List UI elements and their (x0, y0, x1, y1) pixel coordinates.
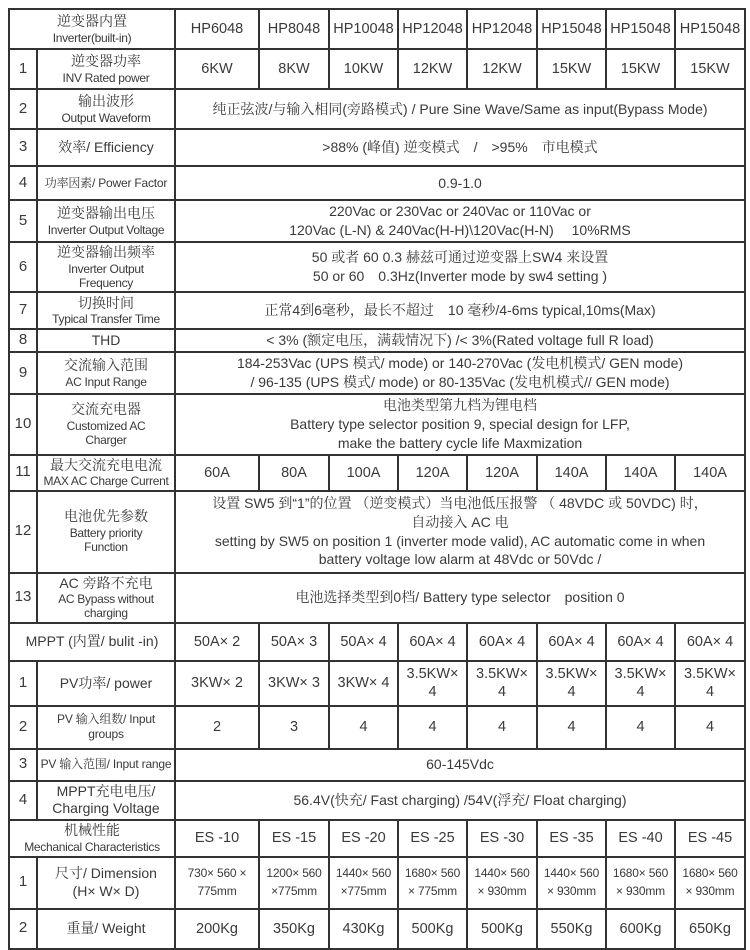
dimension-cell: 1440× 560 ×775mm (329, 857, 398, 909)
row-label-ac-input-range (37, 352, 175, 394)
row-number: 13 (9, 573, 37, 623)
dimension-cell: 730× 560 × 775mm (175, 857, 259, 909)
row-output-waveform (9, 89, 745, 129)
model-cell: HP12048 (467, 9, 537, 49)
weight-cell: 500Kg (467, 909, 537, 949)
row-number: 1 (9, 49, 37, 89)
row-inv-rated-power (9, 49, 745, 89)
row-number: 3 (9, 129, 37, 166)
weight-cell: 430Kg (329, 909, 398, 949)
row-label-pv-input-range: PV 输入范围/ Input range (37, 749, 175, 781)
row-label-weight: 重量/ Weight (37, 909, 175, 949)
label-en: charging (84, 606, 128, 621)
mppt-value-cell: 50A× 2 (175, 623, 259, 661)
row-number: 10 (9, 394, 37, 455)
mppt-value-cell: 50A× 3 (259, 623, 329, 661)
label-en: Mechanical Characteristics (24, 839, 160, 854)
spec-value-cell: 3.5KW× 4 (537, 661, 606, 706)
weight-cell: 200Kg (175, 909, 259, 949)
model-cell: HP15048 (606, 9, 675, 49)
value-line: 220Vac or 230Vac or 240Vac or 110Vac or (329, 203, 591, 220)
value-line: 120Vac (L-N) & 240Vac(H-H)\120Vac(H-N) 10%RMS (289, 222, 631, 238)
row-number: 2 (9, 706, 37, 749)
row-number: 1 (9, 857, 37, 909)
label-en: INV Rated power (62, 70, 150, 85)
spec-value-cell: 140A (675, 455, 745, 491)
es-model-cell: ES -35 (537, 820, 606, 857)
row-label-dimension (37, 857, 175, 909)
spec-value-cell: 60A (175, 455, 259, 491)
row-number: 2 (9, 89, 37, 129)
row-number: 1 (9, 661, 37, 706)
label-en: Inverter(built-in) (52, 30, 132, 45)
es-model-cell: ES -25 (398, 820, 467, 857)
spec-value-cell: 2 (175, 706, 259, 749)
row-label-power-factor: 功率因素/ Power Factor (37, 166, 175, 200)
spec-merged-value: 电池选择类型到0档/ Battery type selector position 0 (175, 573, 745, 623)
spec-merged-value (175, 200, 745, 242)
label-en: Charger (85, 433, 127, 448)
spec-value-cell: 3.5KW× 4 (467, 661, 537, 706)
spec-value-cell: 10KW (329, 49, 398, 89)
row-number: 8 (9, 329, 37, 352)
label-zh: AC 旁路不充电 (59, 574, 153, 591)
row-number: 4 (9, 781, 37, 820)
row-weight (9, 909, 745, 949)
dimension-cell: 1440× 560 × 930mm (537, 857, 606, 909)
dimension-cell: 1440× 560 × 930mm (467, 857, 537, 909)
value-line: 电池类型第九档为锂电档 (383, 396, 537, 413)
spec-value-cell: 4 (606, 706, 675, 749)
spec-value-cell: 4 (467, 706, 537, 749)
row-inverter-models (9, 9, 745, 49)
spec-value-cell: 3 (259, 706, 329, 749)
row-ac-input-range (9, 352, 745, 394)
value-line: setting by SW5 on position 1 (inverter mode valid), AC automatic come in when (214, 532, 706, 549)
row-label-battery-priority (37, 491, 175, 573)
row-label-max-ac-charge-current (37, 455, 175, 491)
row-number: 12 (9, 491, 37, 573)
row-ac-charger (9, 394, 745, 455)
row-number: 2 (9, 909, 37, 949)
label-zh: 逆变器输出电压 (57, 205, 155, 222)
spec-value-cell: 3.5KW× 4 (398, 661, 467, 706)
spec-value-cell: 12KW (398, 49, 467, 89)
spec-value-cell: 15KW (606, 49, 675, 89)
label-en: Inverter Output Frequency (68, 261, 144, 290)
row-number: 11 (9, 455, 37, 491)
spec-merged-value: 0.9-1.0 (175, 166, 745, 200)
row-ac-bypass (9, 573, 745, 623)
row-pv-power (9, 661, 745, 706)
weight-cell: 650Kg (675, 909, 745, 949)
es-model-cell: ES -20 (329, 820, 398, 857)
label-en: Customized AC (66, 418, 146, 433)
row-label-mppt-builtin: MPPT (内置/ bulit -in) (9, 623, 175, 661)
model-cell: HP8048 (259, 9, 329, 49)
row-output-voltage (9, 200, 745, 242)
row-dimension (9, 857, 745, 909)
es-model-cell: ES -30 (467, 820, 537, 857)
label-zh: 逆变器输出频率 (57, 244, 155, 260)
spec-value-cell: 80A (259, 455, 329, 491)
spec-value-cell: 4 (675, 706, 745, 749)
spec-value-cell: 12KW (467, 49, 537, 89)
row-label-ac-charger (37, 394, 175, 455)
spec-value-cell: 3.5KW× 4 (606, 661, 675, 706)
label-en: AC Bypass without (58, 592, 154, 607)
row-number: 3 (9, 749, 37, 781)
spec-merged-value: < 3% (额定电压，满载情况下) /< 3%(Rated voltage full R load) (175, 329, 745, 352)
dimension-cell: 1680× 560 × 775mm (398, 857, 467, 909)
label-en: Charging Voltage (52, 800, 160, 817)
value-line: 184-253Vac (UPS 模式/ mode) or 140-270Vac (发电机模式/ GEN mode) (236, 355, 684, 372)
row-mppt-charging-voltage (9, 781, 745, 820)
weight-cell: 600Kg (606, 909, 675, 949)
row-label-ac-bypass (37, 573, 175, 623)
row-power-factor (9, 166, 745, 200)
spec-value-cell: 140A (606, 455, 675, 491)
label-zh: 机械性能 (64, 822, 120, 839)
spec-value-cell: 3KW× 4 (329, 661, 398, 706)
model-cell: HP6048 (175, 9, 259, 49)
dimension-cell: 1680× 560 × 930mm (606, 857, 675, 909)
mppt-value-cell: 60A× 4 (675, 623, 745, 661)
dimension-cell: 1200× 560 ×775mm (259, 857, 329, 909)
mppt-value-cell: 60A× 4 (398, 623, 467, 661)
weight-cell: 350Kg (259, 909, 329, 949)
es-model-cell: ES -40 (606, 820, 675, 857)
label-zh: 逆变器内置 (57, 13, 127, 30)
label-en: Inverter Output Voltage (47, 222, 165, 237)
label-zh: 交流输入范围 (64, 357, 148, 374)
dimension-cell: 1680× 560 × 930mm (675, 857, 745, 909)
mppt-value-cell: 50A× 4 (329, 623, 398, 661)
label-zh: 逆变器功率 (71, 53, 141, 70)
spec-merged-value: >88% (峰值) 逆变模式 / >95% 市电模式 (175, 129, 745, 166)
row-number: 6 (9, 242, 37, 292)
spec-merged-value: 纯正弦波/与输入相同(旁路模式) / Pure Sine Wave/Same as input(Bypass Mode) (175, 89, 745, 129)
value-line: Battery type selector position 9, special design for LFP, (290, 415, 630, 432)
spec-value-cell: 15KW (537, 49, 606, 89)
inverter-spec-table (8, 8, 746, 950)
row-label-thd: THD (37, 329, 175, 352)
value-line: 自动接入 AC 电 (411, 513, 509, 530)
label-en: Battery priority (69, 525, 143, 540)
label-zh: 尺寸/ Dimension (55, 865, 157, 882)
label-zh: 最大交流充电电流 (50, 456, 162, 473)
spec-value-cell: 3KW× 3 (259, 661, 329, 706)
weight-cell: 500Kg (398, 909, 467, 949)
value-line: battery voltage low alarm at 48Vdc or 50Vdc / (318, 551, 602, 568)
row-thd (9, 329, 745, 352)
spec-value-cell: 4 (537, 706, 606, 749)
spec-merged-value: 56.4V(快充/ Fast charging) /54V(浮充/ Float charging) (175, 781, 745, 820)
spec-merged-value (175, 242, 745, 292)
value-line: 50 or 60 0.3Hz(Inverter mode by sw4 setting ) (312, 268, 608, 285)
row-max-ac-charge-current (9, 455, 745, 491)
row-efficiency (9, 129, 745, 166)
spec-merged-value: 60-145Vdc (175, 749, 745, 781)
label-zh: 切换时间 (78, 294, 134, 311)
label-en: Output Waveform (61, 110, 151, 125)
row-label-transfer-time (37, 292, 175, 329)
spec-value-cell: 120A (398, 455, 467, 491)
spec-value-cell: 4 (398, 706, 467, 749)
row-mechanical-header (9, 820, 745, 857)
row-battery-priority (9, 491, 745, 573)
row-label-inverter-builtin (9, 9, 175, 49)
row-label-output-waveform (37, 89, 175, 129)
spec-merged-value (175, 491, 745, 573)
es-model-cell: ES -15 (259, 820, 329, 857)
spec-value-cell: 140A (537, 455, 606, 491)
mppt-value-cell: 60A× 4 (537, 623, 606, 661)
spec-merged-value (175, 352, 745, 394)
spec-value-cell: 15KW (675, 49, 745, 89)
row-pv-input-groups (9, 706, 745, 749)
row-label-mechanical (9, 820, 175, 857)
value-line: 50 或者 60 0.3 赫兹可通过逆变器上SW4 来设置 (311, 249, 609, 266)
label-zh: 电池优先参数 (64, 508, 148, 525)
spec-value-cell: 8KW (259, 49, 329, 89)
row-label-inv-rated-power (37, 49, 175, 89)
label-en: (H× W× D) (72, 882, 140, 899)
model-cell: HP12048 (398, 9, 467, 49)
row-number: 5 (9, 200, 37, 242)
label-zh: 交流充电器 (71, 401, 141, 418)
value-line: make the battery cycle life Maxmization (337, 434, 583, 451)
es-model-cell: ES -10 (175, 820, 259, 857)
row-label-pv-input-groups: PV 输入组数/ Input groups (37, 706, 175, 749)
mppt-value-cell: 60A× 4 (606, 623, 675, 661)
row-label-mppt-charging-voltage (37, 781, 175, 820)
label-en: Typical Transfer Time (52, 312, 160, 327)
model-cell: HP10048 (329, 9, 398, 49)
label-en: AC Input Range (65, 374, 147, 389)
mppt-value-cell: 60A× 4 (467, 623, 537, 661)
model-cell: HP15048 (537, 9, 606, 49)
spec-value-cell: 120A (467, 455, 537, 491)
weight-cell: 550Kg (537, 909, 606, 949)
label-zh: MPPT充电电压/ (56, 782, 156, 799)
value-line: / 96-135 (UPS 模式/ mode) or 80-135Vac (发电机模式// GEN mode) (250, 374, 670, 391)
spec-value-cell: 100A (329, 455, 398, 491)
row-label-pv-power: PV功率/ power (37, 661, 175, 706)
spec-value-cell: 4 (329, 706, 398, 749)
row-pv-input-range (9, 749, 745, 781)
spec-value-cell: 6KW (175, 49, 259, 89)
row-number: 9 (9, 352, 37, 394)
spec-merged-value: 正常4到6毫秒，最长不超过 10 毫秒/4-6ms typical,10ms(Max) (175, 292, 745, 329)
spec-value-cell: 3KW× 2 (175, 661, 259, 706)
row-number: 7 (9, 292, 37, 329)
label-en: MAX AC Charge Current (43, 474, 169, 489)
row-mppt-header (9, 623, 745, 661)
spec-merged-value (175, 394, 745, 455)
row-label-output-voltage (37, 200, 175, 242)
row-label-efficiency: 效率/ Efficiency (37, 129, 175, 166)
label-en: Function (84, 540, 128, 555)
spec-value-cell: 3.5KW× 4 (675, 661, 745, 706)
label-zh: 输出波形 (78, 93, 134, 110)
row-label-output-frequency (37, 242, 175, 292)
value-line: 设置 SW5 到“1”的位置 （逆变模式）当电池低压报警 （ 48VDC 或 50VDC) 时， (212, 494, 708, 511)
row-output-frequency (9, 242, 745, 292)
row-transfer-time (9, 292, 745, 329)
es-model-cell: ES -45 (675, 820, 745, 857)
model-cell: HP15048 (675, 9, 745, 49)
row-number: 4 (9, 166, 37, 200)
